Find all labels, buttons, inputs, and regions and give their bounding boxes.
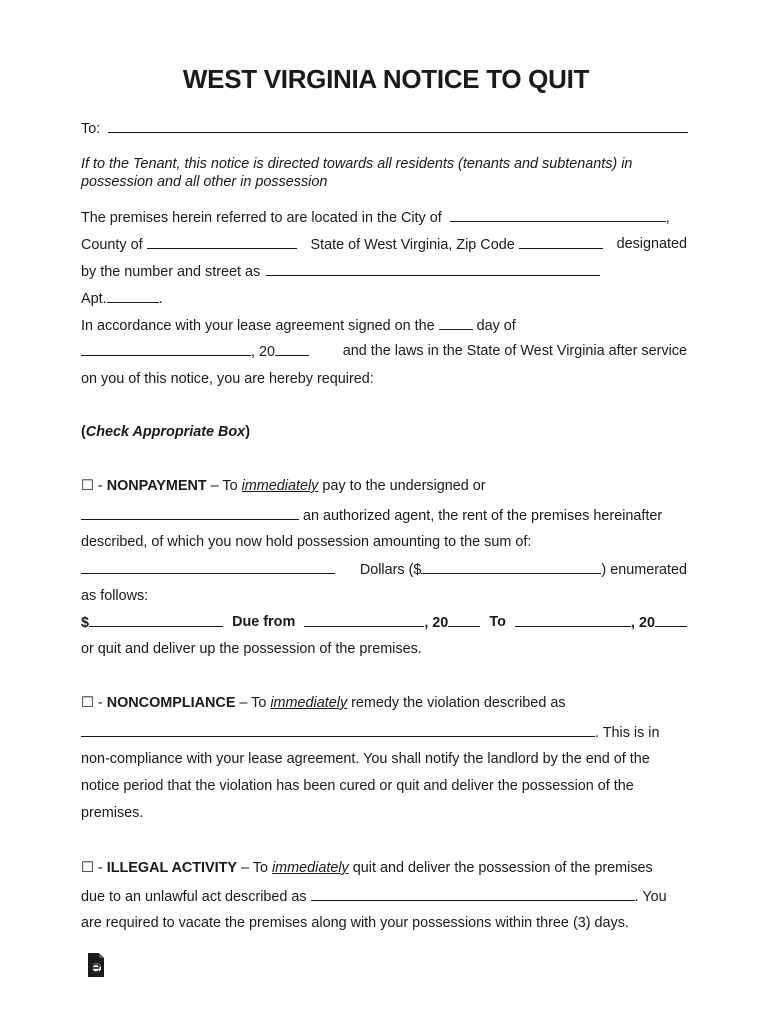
noncompliance-checkbox[interactable]: ☐ — [81, 695, 94, 711]
check-box-heading: (Check Appropriate Box) — [81, 424, 250, 440]
lease-line-2: , 20 and the laws in the State of West Virginia after service — [81, 343, 687, 360]
lease-month-field[interactable] — [81, 343, 251, 356]
noncompliance-line-1: ☐ - NONCOMPLIANCE – To immediately remedy the violation described as — [81, 695, 566, 711]
illegal-label: ILLEGAL ACTIVITY — [106, 860, 238, 876]
street-field[interactable] — [266, 263, 600, 276]
state-zip-label: State of West Virginia, Zip Code — [310, 237, 515, 253]
noncompliance-line-4: notice period that the violation has been cured or quit and deliver the possession of the — [81, 778, 634, 794]
nonpayment-checkbox[interactable]: ☐ — [81, 478, 94, 494]
day-of-text: day of — [476, 318, 516, 334]
laws-text: and the laws in the State of West Virginia after service — [342, 343, 687, 359]
apt-field[interactable] — [107, 290, 159, 303]
illegal-line-1: ☐ - ILLEGAL ACTIVITY – To immediately quit and deliver the possession of the premises — [81, 860, 653, 876]
nonpayment-label: NONPAYMENT — [106, 478, 207, 494]
illegal-line-2: due to an unlawful act described as . You — [81, 889, 667, 905]
noncompliance-label: NONCOMPLIANCE — [106, 695, 236, 711]
lease-text: In accordance with your lease agreement signed on the — [81, 318, 435, 334]
lease-line-3: on you of this notice, you are hereby required: — [81, 371, 374, 387]
nonpayment-line-3: described, of which you now hold possession amounting to the sum of: — [81, 534, 532, 550]
to-year-field[interactable] — [655, 614, 687, 627]
to-line — [81, 120, 688, 137]
due-from-year-field[interactable] — [448, 614, 480, 627]
noncompliance-line-3: non-compliance with your lease agreement. You shall notify the landlord by the end of the — [81, 751, 650, 767]
lease-line-1 — [81, 317, 516, 334]
noncompliance-line-2: . This is in — [81, 724, 660, 741]
tenant-note-line-1: If to the Tenant, this notice is directed towards all residents (tenants and subtenants) in — [81, 156, 633, 172]
street-label: by the number and street as — [81, 264, 261, 280]
noncompliance-line-5: premises. — [81, 805, 144, 821]
premises-street-line — [81, 263, 600, 280]
premises-city-text: The premises herein referred to are located in the City of — [81, 210, 442, 226]
premises-city-line: The premises herein referred to are located in the City of , — [81, 210, 670, 226]
premises-county-line — [81, 236, 687, 253]
nonpayment-line-1: ☐ - NONPAYMENT – To immediately pay to the undersigned or — [81, 478, 486, 494]
violation-field[interactable] — [81, 724, 595, 737]
document-e-icon — [86, 952, 106, 978]
illegal-checkbox[interactable]: ☐ — [81, 860, 94, 876]
county-field[interactable] — [147, 236, 297, 249]
county-label: County of — [81, 237, 143, 253]
agent-field[interactable] — [81, 507, 299, 520]
tenant-note-line-2: possession and all other in possession — [81, 174, 328, 190]
amount-field[interactable] — [421, 561, 601, 574]
to-label: To: — [81, 121, 101, 137]
illegal-line-3: are required to vacate the premises along with your possessions within three (3) days. — [81, 915, 629, 931]
premises-apt-line: Apt. . — [81, 291, 163, 307]
to-field[interactable] — [108, 120, 688, 133]
nonpayment-line-4: Dollars ($ ) enumerated — [81, 561, 687, 578]
unlawful-act-field[interactable] — [311, 888, 635, 901]
apt-label: Apt. — [81, 291, 107, 307]
nonpayment-line-5: as follows: — [81, 588, 149, 604]
rent-amount-field[interactable] — [89, 614, 223, 627]
lease-year-field[interactable] — [275, 343, 309, 356]
designated-text: designated — [616, 236, 687, 252]
nonpayment-line-2: an authorized agent, the rent of the premises hereinafter — [81, 507, 662, 524]
city-field[interactable] — [450, 209, 666, 222]
amount-words-field[interactable] — [81, 561, 335, 574]
nonpayment-line-7: or quit and deliver up the possession of the premises. — [81, 641, 422, 657]
document-title: WEST VIRGINIA NOTICE TO QUIT — [182, 64, 590, 94]
due-from-field[interactable] — [304, 614, 424, 627]
nonpayment-line-6: $ Due from , 20 To , 20 — [81, 614, 687, 631]
zip-field[interactable] — [519, 236, 603, 249]
lease-day-field[interactable] — [439, 317, 473, 330]
to-date-field[interactable] — [515, 614, 631, 627]
